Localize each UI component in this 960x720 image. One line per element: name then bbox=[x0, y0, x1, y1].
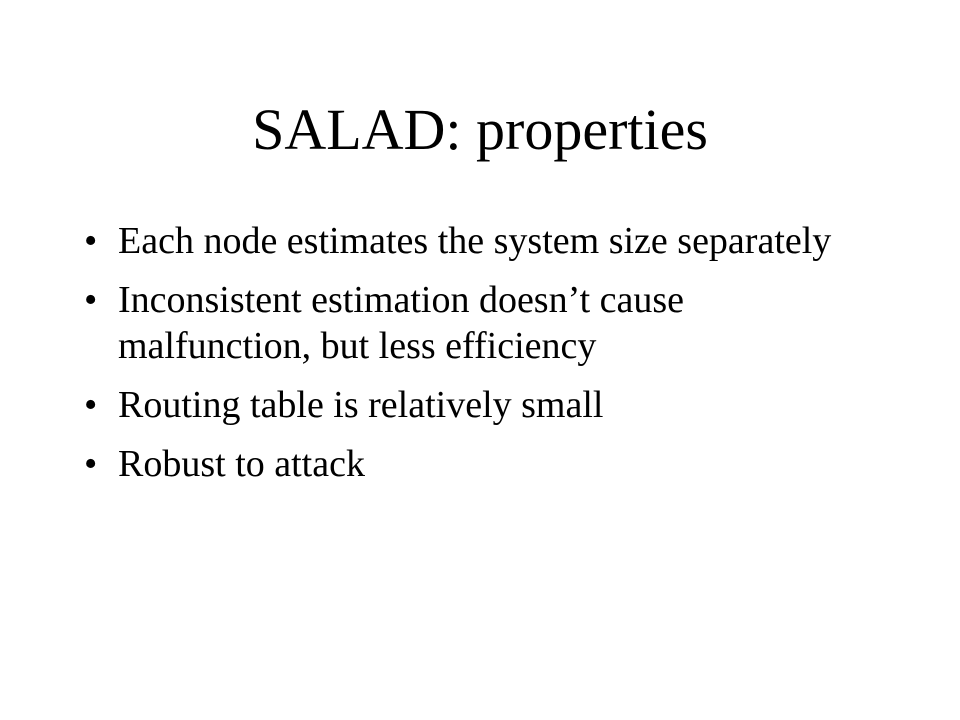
bullet-item-1 bbox=[84, 218, 884, 264]
bullet-item-3 bbox=[84, 382, 884, 428]
bullet-item-4 bbox=[84, 441, 884, 487]
bullet-marker: • bbox=[84, 220, 98, 262]
bullet-marker: • bbox=[84, 384, 98, 426]
bullet-list bbox=[84, 218, 884, 500]
bullet-item-2 bbox=[84, 277, 884, 369]
bullet-marker: • bbox=[84, 443, 98, 485]
bullet-text: Robust to attack bbox=[118, 443, 365, 485]
bullet-text: Each node estimates the system size separately bbox=[118, 220, 832, 262]
bullet-marker: • bbox=[84, 279, 98, 321]
slide-title: SALAD: properties bbox=[252, 97, 708, 162]
bullet-text: Routing table is relatively small bbox=[118, 384, 604, 426]
bullet-text: Inconsistent estimation doesn’t cause malfunction, but less efficiency bbox=[118, 279, 685, 367]
